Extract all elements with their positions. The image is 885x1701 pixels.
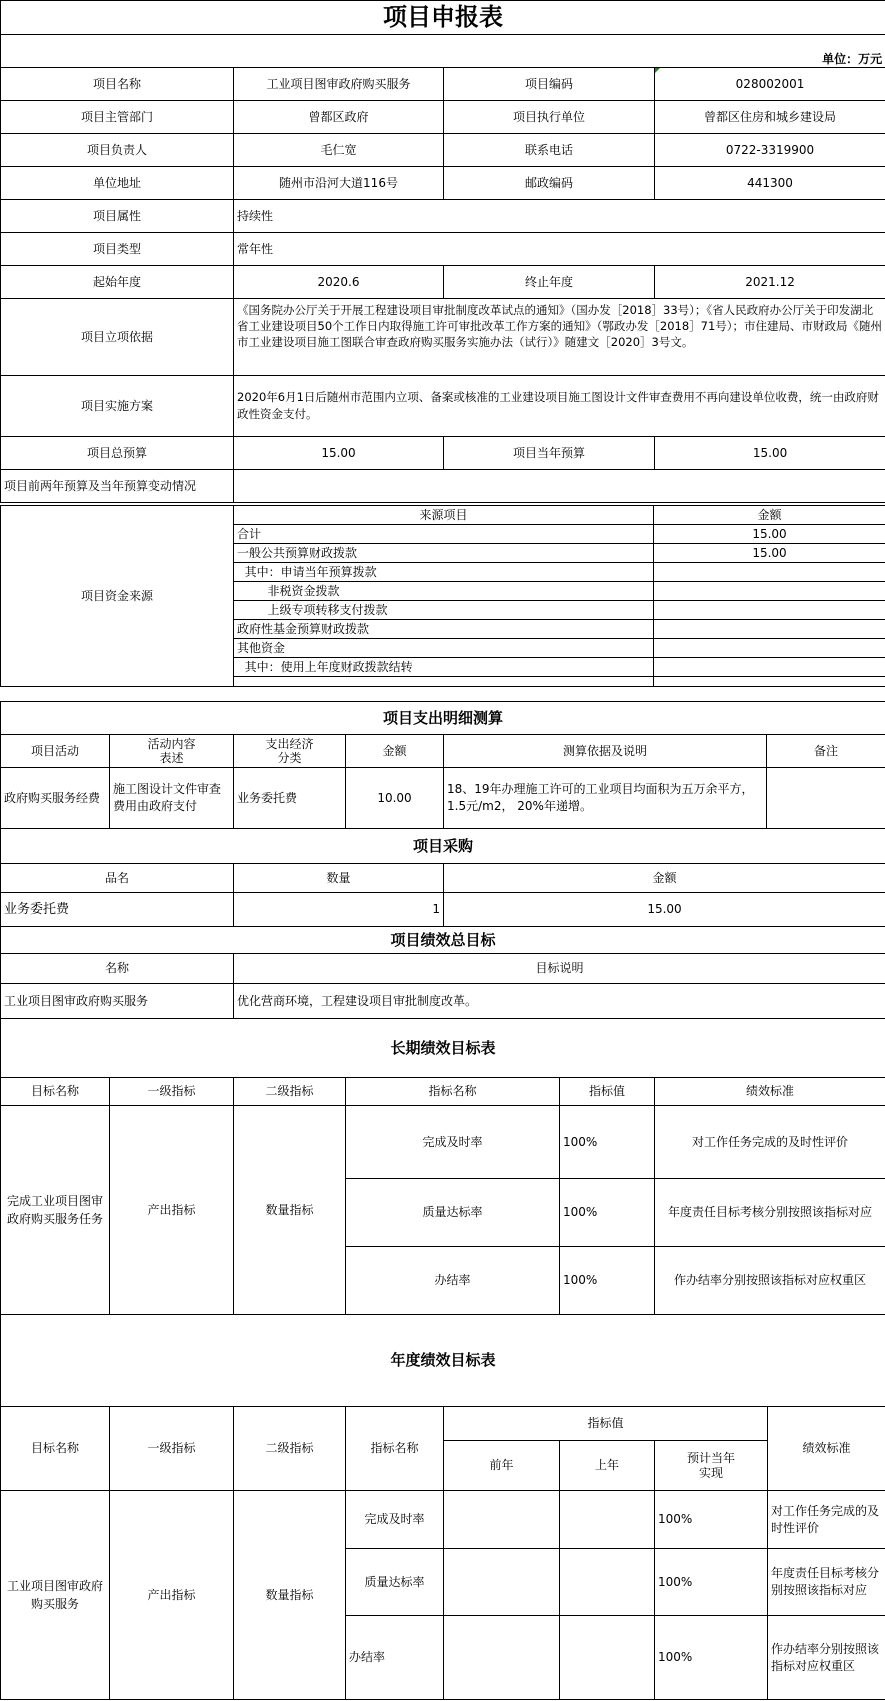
funding-row: 一般公共预算财政拨款 — [234, 544, 654, 563]
funding-row: 其中：使用上年度财政拨款结转 — [234, 658, 654, 677]
total-value: 15.00 — [234, 437, 444, 470]
annual-prev2 — [444, 1616, 560, 1700]
year-budget-value: 15.00 — [655, 437, 885, 470]
longterm-value: 100% — [560, 1179, 655, 1247]
annual-prev1 — [560, 1549, 655, 1616]
funding-row: 其中：申请当年预算拨款 — [234, 563, 654, 582]
longterm-goal: 完成工业项目图审政府购买服务任务 — [1, 1106, 110, 1315]
funding-label: 项目资金来源 — [1, 506, 234, 687]
expense-note — [767, 768, 885, 829]
name-label: 项目名称 — [1, 68, 234, 101]
funding-table — [0, 505, 885, 687]
longterm-level1: 产出指标 — [110, 1106, 234, 1315]
annual-prev2 — [444, 1549, 560, 1616]
annual-header: 指标名称 — [346, 1407, 444, 1491]
basic-info-table — [0, 52, 885, 503]
procurement-header: 品名 — [1, 864, 234, 893]
procurement-table — [0, 828, 885, 927]
overall-header: 目标说明 — [234, 954, 885, 984]
exec-label: 项目执行单位 — [444, 101, 655, 134]
annual-header: 一级指标 — [110, 1407, 234, 1491]
overall-header: 名称 — [1, 954, 234, 984]
annual-prev1 — [560, 1616, 655, 1700]
annual-header: 绩效标准 — [768, 1407, 885, 1491]
longterm-indicator: 办结率 — [346, 1247, 560, 1315]
annual-standard: 作办结率分别按照该指标对应权重区 — [768, 1616, 885, 1700]
leader-label: 项目负责人 — [1, 134, 234, 167]
funding-amount — [654, 601, 885, 620]
code-label: 项目编码 — [444, 68, 655, 101]
expense-header: 支出经济 分类 — [234, 735, 346, 768]
annual-header: 二级指标 — [234, 1407, 346, 1491]
longterm-value: 100% — [560, 1247, 655, 1315]
longterm-header: 二级指标 — [234, 1078, 346, 1106]
zip-value: 441300 — [655, 167, 885, 200]
plan-label: 项目实施方案 — [1, 376, 234, 437]
basis-value: 《国务院办公厅关于开展工程建设项目审批制度改革试点的通知》（国办发［2018］33号）；《省人民政府办公厅关于印发湖北省工业建设项目50个工作日内取得施工许可审批改革工作方案的通知》（鄂政办发［2018］71号）；市住建局、市财政局《随州市工业建设项目施工图联合审查政府购买服务实施办法（试行）》随建文［2020］3号文。 — [234, 299, 885, 376]
year-budget-label: 项目当年预算 — [444, 437, 655, 470]
longterm-standard: 对工作任务完成的及时性评价 — [655, 1106, 885, 1179]
funding-header-amount: 金额 — [654, 506, 885, 525]
leader-value: 毛仁宽 — [234, 134, 444, 167]
funding-amount — [654, 563, 885, 582]
funding-row: 合计 — [234, 525, 654, 544]
change-label: 项目前两年预算及当年预算变动情况 — [1, 470, 234, 503]
overall-goal-table — [0, 926, 885, 1019]
annual-indicator: 完成及时率 — [346, 1491, 444, 1549]
annual-subheader: 预计当年 实现 — [655, 1441, 768, 1491]
procurement-qty: 1 — [234, 893, 444, 927]
expense-header: 活动内容 表述 — [110, 735, 234, 768]
code-value: 028002001 — [655, 68, 885, 101]
funding-amount — [654, 620, 885, 639]
type-label: 项目类型 — [1, 233, 234, 266]
annual-level1: 产出指标 — [110, 1491, 234, 1700]
attr-label: 项目属性 — [1, 200, 234, 233]
annual-prev1 — [560, 1491, 655, 1549]
start-label: 起始年度 — [1, 266, 234, 299]
annual-subheader: 上年 — [560, 1441, 655, 1491]
end-value: 2021.12 — [655, 266, 885, 299]
expense-header: 项目活动 — [1, 735, 110, 768]
annual-table — [0, 1314, 885, 1700]
annual-current: 100% — [655, 1549, 768, 1616]
procurement-name: 业务委托费 — [1, 893, 234, 927]
procurement-header: 数量 — [234, 864, 444, 893]
addr-value: 随州市沿河大道116号 — [234, 167, 444, 200]
annual-indicator: 质量达标率 — [346, 1549, 444, 1616]
funding-header-item: 来源项目 — [234, 506, 654, 525]
longterm-header: 目标名称 — [1, 1078, 110, 1106]
end-label: 终止年度 — [444, 266, 655, 299]
annual-standard: 年度责任目标考核分别按照该指标对应 — [768, 1549, 885, 1616]
annual-level2: 数量指标 — [234, 1491, 346, 1700]
longterm-standard: 年度责任目标考核分别按照该指标对应 — [655, 1179, 885, 1247]
expense-header: 金额 — [346, 735, 444, 768]
longterm-table — [0, 1018, 885, 1315]
phone-value: 0722-3319900 — [655, 134, 885, 167]
funding-row: 上级专项转移支付拨款 — [234, 601, 654, 620]
expense-content: 施工图设计文件审查费用由政府支付 — [110, 768, 234, 829]
type-value: 常年性 — [234, 233, 885, 266]
longterm-value: 100% — [560, 1106, 655, 1179]
dept-value: 曾都区政府 — [234, 101, 444, 134]
longterm-level2: 数量指标 — [234, 1106, 346, 1315]
procurement-title: 项目采购 — [1, 829, 885, 864]
attr-value: 持续性 — [234, 200, 885, 233]
funding-row: 政府性基金预算财政拨款 — [234, 620, 654, 639]
annual-current: 100% — [655, 1491, 768, 1549]
procurement-header: 金额 — [444, 864, 885, 893]
longterm-header: 指标名称 — [346, 1078, 560, 1106]
plan-value: 2020年6月1日后随州市范围内立项、备案或核准的工业建设项目施工图设计文件审查费用不再向建设单位收费，统一由政府财政性资金支付。 — [234, 376, 885, 437]
annual-header: 指标值 — [444, 1407, 768, 1441]
longterm-title: 长期绩效目标表 — [1, 1019, 885, 1078]
start-value: 2020.6 — [234, 266, 444, 299]
expense-header: 测算依据及说明 — [444, 735, 767, 768]
funding-amount: 15.00 — [654, 525, 885, 544]
expense-amount: 10.00 — [346, 768, 444, 829]
longterm-indicator: 完成及时率 — [346, 1106, 560, 1179]
overall-name: 工业项目图审政府购买服务 — [1, 984, 234, 1019]
longterm-indicator: 质量达标率 — [346, 1179, 560, 1247]
funding-amount: 15.00 — [654, 544, 885, 563]
basis-label: 项目立项依据 — [1, 299, 234, 376]
name-value: 工业项目图审政府购买服务 — [234, 68, 444, 101]
overall-desc: 优化营商环境，工程建设项目审批制度改革。 — [234, 984, 885, 1019]
expense-category: 业务委托费 — [234, 768, 346, 829]
annual-goal: 工业项目图审政府购买服务 — [1, 1491, 110, 1700]
annual-indicator: 办结率 — [346, 1616, 444, 1700]
annual-title: 年度绩效目标表 — [1, 1315, 885, 1407]
addr-label: 单位地址 — [1, 167, 234, 200]
annual-subheader: 前年 — [444, 1441, 560, 1491]
funding-amount — [654, 639, 885, 658]
annual-prev2 — [444, 1491, 560, 1549]
phone-label: 联系电话 — [444, 134, 655, 167]
page-title: 项目申报表 — [1, 1, 885, 35]
funding-row: 非税资金拨款 — [234, 582, 654, 601]
expense-title: 项目支出明细测算 — [1, 702, 885, 735]
funding-amount — [654, 582, 885, 601]
expense-activity: 政府购买服务经费 — [1, 768, 110, 829]
longterm-standard: 作办结率分别按照该指标对应权重区 — [655, 1247, 885, 1315]
total-label: 项目总预算 — [1, 437, 234, 470]
longterm-header: 绩效标准 — [655, 1078, 885, 1106]
annual-header: 目标名称 — [1, 1407, 110, 1491]
longterm-header: 一级指标 — [110, 1078, 234, 1106]
annual-current: 100% — [655, 1616, 768, 1700]
expense-header: 备注 — [767, 735, 885, 768]
procurement-amount: 15.00 — [444, 893, 885, 927]
overall-title: 项目绩效总目标 — [1, 927, 885, 954]
unit-label: 单位：万元 — [1, 52, 885, 68]
expense-table — [0, 701, 885, 829]
dept-label: 项目主管部门 — [1, 101, 234, 134]
longterm-header: 指标值 — [560, 1078, 655, 1106]
funding-amount — [654, 658, 885, 677]
annual-standard: 对工作任务完成的及时性评价 — [768, 1491, 885, 1549]
exec-value: 曾都区住房和城乡建设局 — [655, 101, 885, 134]
expense-basis: 18、19年办理施工许可的工业项目均面积为五万余平方，1.5元/m2， 20%年递增。 — [444, 768, 767, 829]
zip-label: 邮政编码 — [444, 167, 655, 200]
funding-row: 其他资金 — [234, 639, 654, 658]
